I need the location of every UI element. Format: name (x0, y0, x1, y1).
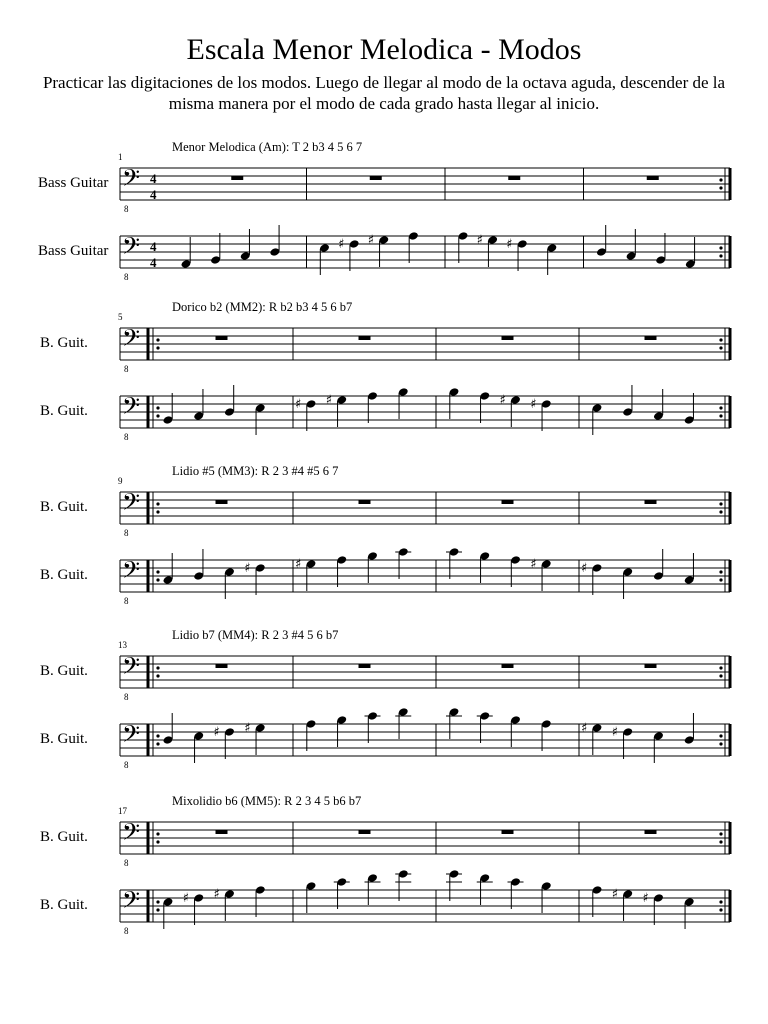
repeat-dot (719, 406, 722, 409)
repeat-dot (719, 246, 722, 249)
repeat-dot (719, 742, 722, 745)
bass-clef-icon: 𝄢 (122, 720, 141, 753)
instrument-label: B. Guit. (40, 829, 88, 845)
repeat-dot (156, 346, 159, 349)
repeat-dot (156, 578, 159, 581)
whole-rest (231, 176, 243, 180)
repeat-dot (156, 900, 159, 903)
whole-rest (216, 664, 228, 668)
repeat-dot (719, 502, 722, 505)
repeat-dot (156, 502, 159, 505)
clef-octave-mark: 8 (124, 528, 129, 538)
measure-number: 17 (118, 806, 127, 816)
repeat-dot (156, 734, 159, 737)
measure-number: 9 (118, 476, 123, 486)
sharp-accidental: ♯ (367, 233, 375, 248)
clef-octave-mark: 8 (124, 926, 129, 936)
mode-label: Dorico b2 (MM2): R b2 b3 4 5 6 b7 (172, 300, 353, 314)
repeat-dot (719, 734, 722, 737)
clef-octave-mark: 8 (124, 432, 129, 442)
whole-rest (359, 830, 371, 834)
whole-rest (216, 500, 228, 504)
whole-rest (359, 336, 371, 340)
mode-label: Lidio b7 (MM4): R 2 3 #4 5 6 b7 (172, 628, 339, 642)
sharp-accidental: ♯ (213, 887, 220, 902)
sharp-accidental: ♯ (530, 397, 537, 412)
clef-octave-mark: 8 (124, 364, 129, 374)
clef-octave-mark: 8 (124, 204, 129, 214)
sharp-accidental: ♯ (611, 887, 619, 902)
bass-clef-icon: 𝄢 (122, 556, 141, 589)
instrument-label: Bass Guitar (38, 175, 109, 191)
repeat-dot (156, 570, 159, 573)
mode-label: Menor Melodica (Am): T 2 b3 4 5 6 7 (172, 140, 363, 154)
repeat-dot (719, 510, 722, 513)
repeat-dot (156, 406, 159, 409)
whole-rest (359, 500, 371, 504)
bass-clef-icon: 𝄢 (122, 652, 141, 685)
repeat-dot (156, 742, 159, 745)
bass-clef-icon: 𝄢 (122, 232, 141, 265)
repeat-dot (719, 666, 722, 669)
sharp-accidental: ♯ (499, 393, 506, 408)
instrument-label: B. Guit. (40, 731, 88, 747)
repeat-dot (156, 840, 159, 843)
repeat-dot (156, 832, 159, 835)
bass-clef-icon: 𝄢 (122, 886, 141, 919)
time-signature-top: 4 (150, 239, 157, 254)
sharp-accidental: ♯ (581, 721, 588, 736)
bass-clef-icon: 𝄢 (122, 324, 141, 357)
repeat-dot (156, 908, 159, 911)
bass-clef-icon: 𝄢 (122, 164, 141, 197)
sharp-accidental: ♯ (530, 557, 537, 572)
repeat-dot (719, 346, 722, 349)
time-signature-bottom: 4 (150, 255, 157, 270)
clef-octave-mark: 8 (124, 858, 129, 868)
repeat-dot (156, 666, 159, 669)
mode-label: Lidio #5 (MM3): R 2 3 #4 #5 6 7 (172, 464, 339, 478)
clef-octave-mark: 8 (124, 272, 129, 282)
sharp-accidental: ♯ (476, 233, 483, 248)
bass-clef-icon: 𝄢 (122, 818, 141, 851)
instrument-label: B. Guit. (40, 897, 88, 913)
whole-rest (502, 664, 514, 668)
instructions-text: Practicar las digitaciones de los modos. Luego de llegar al modo de la octava aguda, descender de la misma manera por el modo de cada grado hasta llegar al inicio. (42, 73, 726, 113)
sharp-accidental: ♯ (581, 561, 588, 576)
measure-number: 13 (118, 640, 127, 650)
whole-rest (645, 500, 657, 504)
whole-rest (502, 500, 514, 504)
sharp-accidental: ♯ (295, 557, 302, 572)
instrument-label: B. Guit. (40, 403, 88, 419)
repeat-dot (719, 832, 722, 835)
sharp-accidental: ♯ (213, 725, 220, 740)
repeat-dot (719, 840, 722, 843)
repeat-dot (719, 908, 722, 911)
repeat-dot (719, 900, 722, 903)
repeat-dot (719, 186, 722, 189)
clef-octave-mark: 8 (124, 760, 129, 770)
repeat-dot (719, 578, 722, 581)
clef-octave-mark: 8 (124, 596, 129, 606)
repeat-dot (156, 674, 159, 677)
repeat-dot (719, 338, 722, 341)
whole-rest (645, 830, 657, 834)
sharp-accidental: ♯ (338, 237, 345, 252)
repeat-dot (719, 414, 722, 417)
whole-rest (359, 664, 371, 668)
bass-clef-icon: 𝄢 (122, 488, 141, 521)
bass-clef-icon: 𝄢 (122, 392, 141, 425)
repeat-dot (156, 338, 159, 341)
clef-octave-mark: 8 (124, 692, 129, 702)
whole-rest (370, 176, 382, 180)
instrument-label: B. Guit. (40, 567, 88, 583)
sharp-accidental: ♯ (182, 891, 190, 906)
sharp-accidental: ♯ (325, 393, 333, 408)
whole-rest (502, 336, 514, 340)
instrument-label: B. Guit. (40, 335, 88, 351)
whole-rest (645, 664, 657, 668)
repeat-dot (156, 414, 159, 417)
instrument-label: B. Guit. (40, 499, 88, 515)
whole-rest (647, 176, 659, 180)
instrument-label: B. Guit. (40, 663, 88, 679)
mode-label: Mixolidio b6 (MM5): R 2 3 4 5 b6 b7 (172, 794, 362, 808)
repeat-dot (719, 570, 722, 573)
instrument-label: Bass Guitar (38, 243, 109, 259)
repeat-dot (156, 510, 159, 513)
repeat-dot (719, 674, 722, 677)
page-title: Escala Menor Melodica - Modos (186, 33, 582, 66)
measure-number: 1 (118, 152, 123, 162)
sharp-accidental: ♯ (611, 725, 619, 740)
measure-number: 5 (118, 312, 123, 322)
sharp-accidental: ♯ (295, 397, 302, 412)
whole-rest (502, 830, 514, 834)
whole-rest (216, 830, 228, 834)
whole-rest (645, 336, 657, 340)
sharp-accidental: ♯ (244, 561, 251, 576)
time-signature-bottom: 4 (150, 187, 157, 202)
sharp-accidental: ♯ (506, 237, 513, 252)
sharp-accidental: ♯ (244, 721, 251, 736)
repeat-dot (719, 178, 722, 181)
repeat-dot (719, 254, 722, 257)
sharp-accidental: ♯ (642, 891, 649, 906)
time-signature-top: 4 (150, 171, 157, 186)
whole-rest (508, 176, 520, 180)
whole-rest (216, 336, 228, 340)
